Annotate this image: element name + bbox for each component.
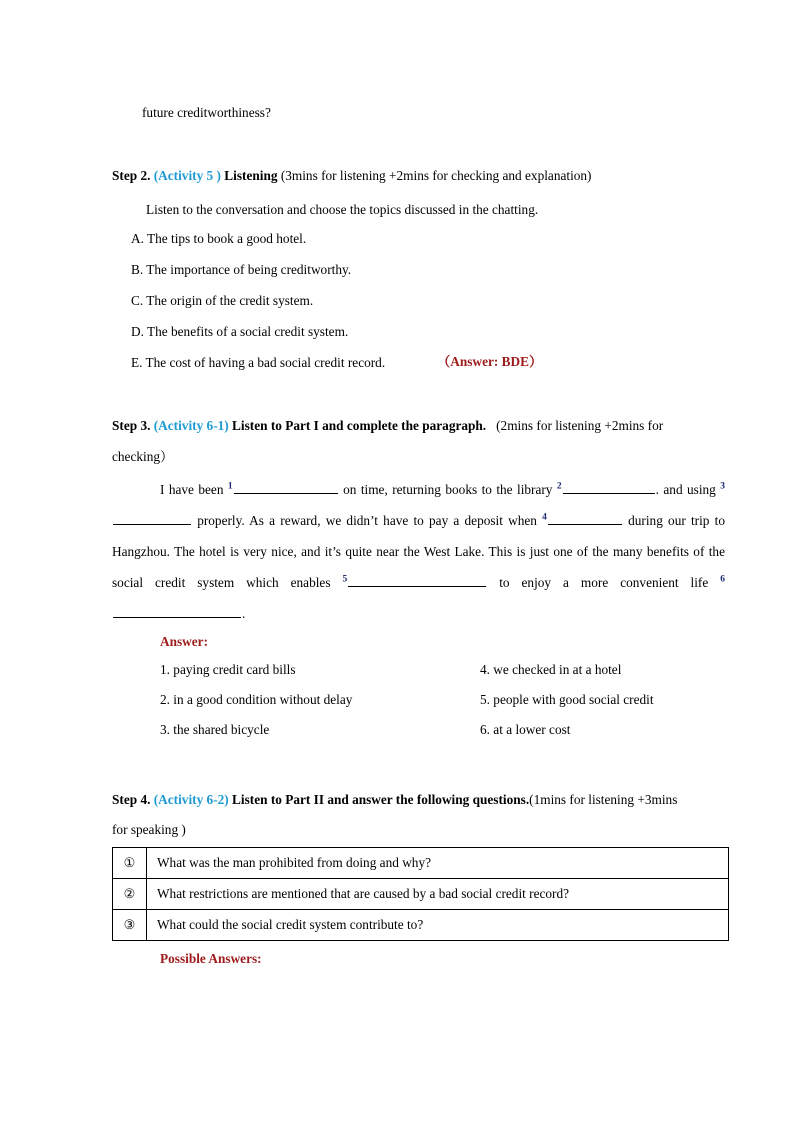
answer-item-4: 4. we checked in at a hotel: [480, 662, 622, 677]
gap-blank-5[interactable]: [348, 574, 486, 587]
para-text-6: to enjoy a more convenient life: [487, 575, 721, 590]
top-fragment-text: future creditworthiness?: [142, 105, 271, 120]
step3-answer-block: [160, 634, 720, 738]
answer-grid: [160, 662, 720, 738]
step4-heading: [112, 791, 677, 808]
step3-gapfill-paragraph: [112, 474, 725, 629]
blank-number-6: 6: [720, 574, 725, 585]
para-text-3: . and using: [655, 482, 721, 497]
step2-heading: [112, 167, 591, 184]
para-text-7: .: [242, 606, 246, 621]
answer-item-1: 1. paying credit card bills: [160, 662, 296, 677]
step3-heading: [112, 417, 663, 434]
answer-item-5: 5. people with good social credit: [480, 692, 654, 707]
step2-option-b: B. The importance of being creditworthy.: [131, 262, 352, 277]
blank-number-2: 2: [556, 481, 562, 492]
answer-item-6: 6. at a lower cost: [480, 722, 571, 737]
step3-timing-line2: checking）: [112, 449, 174, 464]
step4-label: Step 4.: [112, 792, 151, 807]
para-text-4: properly. As a reward, we didn’t have to pay a deposit when: [192, 513, 543, 528]
step4-timing-line2: for speaking ): [112, 822, 186, 837]
blank-number-5: 5: [342, 574, 348, 585]
para-text-2: on time, returning books to the library: [338, 482, 557, 497]
step4-question-table: [112, 847, 729, 941]
table-row: [113, 848, 729, 879]
step2-answer-badge: （Answer: BDE）: [437, 354, 543, 369]
row-number-1: ①: [113, 848, 147, 879]
para-text-1: I have been: [160, 482, 228, 497]
possible-answers-heading: Possible Answers:: [160, 951, 262, 966]
step2-activity: (Activity 5 ): [153, 168, 221, 183]
gap-blank-1[interactable]: [234, 481, 338, 494]
table-row: [113, 910, 729, 941]
row-number-2: ②: [113, 879, 147, 910]
step2-option-c: C. The origin of the credit system.: [131, 293, 314, 308]
step3-activity: (Activity 6-1): [153, 418, 229, 433]
gap-blank-2[interactable]: [563, 481, 655, 494]
blank-number-1: 1: [227, 481, 233, 492]
table-row: [113, 879, 729, 910]
gap-blank-3[interactable]: [113, 512, 191, 525]
step3-timing-line1: (2mins for listening +2mins for: [496, 418, 664, 433]
step3-title: Listen to Part I and complete the paragraph.: [232, 418, 487, 433]
step4-timing-line1: (1mins for listening +3mins: [529, 792, 678, 807]
blank-number-3: 3: [720, 481, 726, 492]
step2-option-a: A. The tips to book a good hotel.: [131, 231, 307, 246]
step2-timing: (3mins for listening +2mins for checking and explanation): [280, 168, 592, 183]
question-text-2: What restrictions are mentioned that are caused by a bad social credit record?: [147, 879, 729, 910]
question-text-3: What could the social credit system contribute to?: [147, 910, 729, 941]
step4-activity: (Activity 6-2): [153, 792, 229, 807]
question-text-1: What was the man prohibited from doing and why?: [147, 848, 729, 879]
step3-label: Step 3.: [112, 418, 151, 433]
step2-title: Listening: [224, 168, 278, 183]
gap-blank-6[interactable]: [113, 605, 241, 618]
answer-item-2: 2. in a good condition without delay: [160, 692, 353, 707]
answer-item-3: 3. the shared bicycle: [160, 722, 270, 737]
step2-option-e: E. The cost of having a bad social credit record.: [131, 355, 386, 370]
answer-heading: Answer:: [160, 634, 209, 649]
step2-instruction: Listen to the conversation and choose the topics discussed in the chatting.: [146, 202, 539, 217]
step2-option-d: D. The benefits of a social credit system.: [131, 324, 349, 339]
step4-title: Listen to Part II and answer the following questions.: [232, 792, 530, 807]
para-text-5: during our trip to Hangzhou. The hotel is very nice, and it’s quite near the West Lake. This is just one of the many benefits of the social credit system which enables: [112, 513, 726, 590]
gap-blank-4[interactable]: [548, 512, 622, 525]
row-number-3: ③: [113, 910, 147, 941]
blank-number-4: 4: [542, 512, 547, 523]
step2-label: Step 2.: [112, 168, 151, 183]
